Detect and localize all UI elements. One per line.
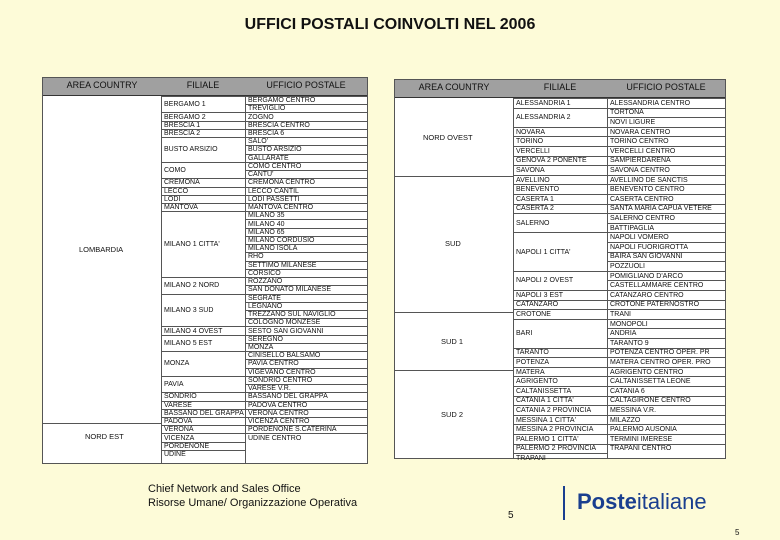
ufficio-cell: TREZZANO SUL NAVIGLIO — [246, 310, 367, 318]
ufficio-cell: MONZA — [246, 343, 367, 351]
left-table-header — [43, 78, 367, 96]
ufficio-cell: TRANI — [608, 309, 725, 319]
filiale-cell: PALERMO 1 CITTA' — [514, 434, 607, 444]
filiale-cell: TARANTO — [514, 348, 607, 358]
ufficio-cell: PAVIA CENTRO — [246, 359, 367, 367]
ufficio-cell: BRESCIA CENTRO — [246, 121, 367, 129]
area-divider — [395, 370, 513, 371]
ufficio-cell: AGRIGENTO CENTRO — [608, 367, 725, 377]
ufficio-cell: CALTANISSETTA LEONE — [608, 376, 725, 386]
filiale-cell: BRESCIA 2 — [162, 129, 245, 137]
area-sud-2: SUD 2 — [441, 410, 464, 419]
filiale-cell: PAVIA — [162, 376, 245, 392]
filiale-cell: SAVONA — [514, 165, 607, 175]
ufficio-cell: SAN DONATO MILANESE — [246, 285, 367, 293]
filiale-cell: MILANO 5 EST — [162, 335, 245, 351]
ufficio-cell: CINISELLO BALSAMO — [246, 351, 367, 359]
filiale-cell: CATANIA 1 CITTA' — [514, 396, 607, 406]
filiale-cell: VICENZA — [162, 433, 245, 441]
filiale-cell: CATANZARO — [514, 300, 607, 310]
left-table — [42, 77, 368, 464]
ufficio-cell: MILAZZO — [608, 415, 725, 425]
ufficio-cell: CASTELLAMMARE CENTRO — [608, 280, 725, 290]
area-lombardia: LOMBARDIA — [79, 245, 124, 254]
ufficio-cell: ANDRIA — [608, 328, 725, 338]
page-number-corner: 5 — [735, 528, 740, 537]
filiale-cell: BASSANO DEL GRAPPA — [164, 409, 244, 417]
filiale-cell: TORINO — [514, 136, 607, 146]
ufficio-cell: SEGRATE — [246, 294, 367, 302]
ufficio-cell: CATANIA 6 — [608, 386, 725, 396]
ufficio-cell: NAPOLI VOMERO — [608, 232, 725, 242]
header-area-country: AREA COUNTRY — [418, 82, 490, 92]
ufficio-cell: POTENZA CENTRO OPER. PR — [608, 348, 725, 358]
filiale-cell: UDINE — [162, 450, 245, 458]
ufficio-cell: POMIGLIANO D'ARCO — [608, 271, 725, 281]
ufficio-cell: TERMINI IMERESE — [608, 434, 725, 444]
filiale-cell: BRESCIA 1 — [162, 121, 245, 129]
filiale-cell: CROTONE — [514, 309, 607, 319]
logo-bar — [563, 486, 565, 520]
ufficio-cell: NOVARA CENTRO — [608, 127, 725, 137]
filiale-cell: ALESSANDRIA 1 — [514, 98, 607, 108]
ufficio-cell: SETTIMO MILANESE — [246, 261, 367, 269]
filiale-cell: MONZA — [162, 351, 245, 376]
ufficio-cell: MILANO CORDUSIO — [246, 236, 367, 244]
header-ufficio-postale: UFFICIO POSTALE — [266, 80, 346, 90]
filiale-cell: BUSTO ARSIZIO — [162, 137, 245, 162]
filiale-cell: MILANO 4 OVEST — [162, 326, 245, 334]
filiale-cell: BERGAMO 2 — [162, 112, 245, 120]
ufficio-cell: CREMONA CENTRO — [246, 178, 367, 186]
ufficio-cell: BATTIPAGLIA — [608, 223, 725, 233]
filiale-cell: NAPOLI 2 OVEST — [514, 271, 607, 290]
logo-text — [577, 489, 707, 515]
filiale-cell: ALESSANDRIA 2 — [514, 108, 607, 127]
filiale-cell: MESSINA 2 PROVINCIA — [514, 424, 607, 434]
footer — [148, 482, 357, 510]
ufficio-cell: MESSINA V.R. — [608, 405, 725, 415]
filiale-cell: MILANO 2 NORD — [162, 277, 245, 293]
ufficio-cell: LEGNANO — [246, 302, 367, 310]
filiale-cell: LODI — [162, 195, 245, 203]
filiale-cell: AVELLINO — [514, 175, 607, 185]
ufficio-cell: MANTOVA CENTRO — [246, 203, 367, 211]
header-area-country: AREA COUNTRY — [66, 80, 138, 90]
ufficio-cell: UDINE CENTRO — [246, 433, 367, 441]
ufficio-cell: CROTONE PATERNOSTRO — [608, 300, 725, 310]
ufficio-cell: SAMPIERDARENA — [608, 156, 725, 166]
filiale-cell: POTENZA — [514, 357, 607, 367]
area-sud: SUD — [445, 239, 461, 248]
footer-line-2: Risorse Umane/ Organizzazione Operativa — [148, 497, 358, 509]
filiale-cell: MILANO 1 CITTA' — [162, 211, 245, 277]
filiale-cell: NAPOLI 1 CITTA' — [514, 232, 607, 270]
ufficio-cell: ZOGNO — [246, 112, 367, 120]
filiale-cell: MILANO 3 SUD — [162, 294, 245, 327]
logo-bold: Poste — [577, 489, 637, 514]
filiale-cell: COMO — [162, 162, 245, 178]
logo-regular: italiane — [636, 489, 707, 514]
right-table — [394, 79, 726, 462]
ufficio-cell: VERONA CENTRO — [246, 409, 367, 417]
filiale-cell: CREMONA — [162, 178, 245, 186]
ufficio-cell: PADOVA CENTRO — [246, 401, 367, 409]
ufficio-cell: PALERMO AUSONIA — [608, 424, 725, 434]
filiale-cell: SALERNO — [514, 213, 607, 232]
ufficio-cell: SANTA MARIA CAPUA VETERE — [608, 204, 725, 214]
filiale-cell: VERONA — [162, 425, 245, 433]
ufficio-cell: VARESE V.R. — [246, 384, 367, 392]
right-filiale-column — [514, 98, 607, 462]
ufficio-cell: TARANTO 9 — [608, 338, 725, 348]
ufficio-cell: TRAPANI CENTRO — [608, 444, 725, 454]
ufficio-cell: NAPOLI FUORIGROTTA — [608, 242, 725, 252]
filiale-cell: MATERA — [514, 367, 607, 377]
filiale-cell: CASERTA 1 — [514, 194, 607, 204]
filiale-cell: GENOVA 2 PONENTE — [514, 156, 607, 166]
ufficio-cell: MILANO 40 — [246, 219, 367, 227]
ufficio-cell: COMO CENTRO — [246, 162, 367, 170]
ufficio-cell: NOVI LIGURE — [608, 117, 725, 127]
ufficio-cell: LECCO CANTIL — [246, 187, 367, 195]
ufficio-cell: VIGEVANO CENTRO — [246, 368, 367, 376]
ufficio-cell: CALTAGIRONE CENTRO — [608, 396, 725, 406]
filiale-cell: VERCELLI — [514, 146, 607, 156]
area-divider — [395, 176, 513, 177]
ufficio-cell: VERCELLI CENTRO — [608, 146, 725, 156]
posteitaliane-logo — [563, 486, 763, 522]
ufficio-cell: CATANZARO CENTRO — [608, 290, 725, 300]
filiale-cell: BERGAMO 1 — [162, 96, 245, 112]
ufficio-cell: SONDRIO CENTRO — [246, 376, 367, 384]
page-number: 5 — [508, 510, 514, 521]
ufficio-cell: TREVIGLIO — [246, 104, 367, 112]
ufficio-cell: ALESSANDRIA CENTRO — [608, 98, 725, 108]
ufficio-cell: ROZZANO — [246, 277, 367, 285]
ufficio-cell: PORDENONE S.CATERINA — [246, 425, 367, 433]
ufficio-cell: POZZUOLI — [608, 261, 725, 271]
ufficio-cell: MATERA CENTRO OPER. PRO — [608, 357, 725, 367]
ufficio-cell: CANTU' — [246, 170, 367, 178]
filiale-cell: MESSINA 1 CITTA' — [514, 415, 607, 425]
ufficio-cell: TORTONA — [608, 108, 725, 118]
ufficio-cell: SALERNO CENTRO — [608, 213, 725, 223]
ufficio-cell: GALLARATE — [246, 154, 367, 162]
ufficio-cell: CASERTA CENTRO — [608, 194, 725, 204]
header-ufficio-postale: UFFICIO POSTALE — [626, 82, 706, 92]
ufficio-cell: BERGAMO CENTRO — [246, 96, 367, 104]
ufficio-cell: SEREGNO — [246, 335, 367, 343]
filiale-cell: PADOVA — [162, 417, 245, 425]
header-filiale: FILIALE — [543, 82, 577, 92]
ufficio-cell: MONOPOLI — [608, 319, 725, 329]
ufficio-cell: CORSICO — [246, 269, 367, 277]
filiale-cell: BARI — [514, 319, 607, 348]
filiale-cell: VARESE — [162, 401, 245, 409]
filiale-cell: AGRIGENTO — [514, 376, 607, 386]
ufficio-cell: COLOGNO MONZESE — [246, 318, 367, 326]
ufficio-cell: SESTO SAN GIOVANNI — [246, 326, 367, 334]
header-filiale: FILIALE — [186, 80, 220, 90]
ufficio-cell: BENEVENTO CENTRO — [608, 184, 725, 194]
area-divider — [43, 423, 161, 424]
filiale-cell: BENEVENTO — [514, 184, 607, 194]
left-ufficio-column — [246, 96, 367, 463]
ufficio-cell: SAVONA CENTRO — [608, 165, 725, 175]
footer-line-1: Chief Network and Sales Office — [148, 483, 301, 495]
area-divider — [395, 312, 513, 313]
ufficio-cell: MILANO ISOLA — [246, 244, 367, 252]
left-filiale-column — [162, 96, 245, 463]
filiale-cell: NAPOLI 3 EST — [514, 290, 607, 300]
filiale-cell: NOVARA — [514, 127, 607, 137]
area-nord-ovest: NORD OVEST — [423, 133, 473, 142]
ufficio-cell: BUSTO ARSIZIO — [246, 145, 367, 153]
filiale-cell: LECCO — [162, 187, 245, 195]
ufficio-cell: BRESCIA 6 — [246, 129, 367, 137]
filiale-cell: CATANIA 2 PROVINCIA — [514, 405, 607, 415]
ufficio-cell: MILANO 35 — [246, 211, 367, 219]
ufficio-cell: BASSANO DEL GRAPPA — [246, 392, 367, 400]
filiale-cell: PALERMO 2 PROVINCIA — [514, 444, 607, 454]
right-table-header — [395, 80, 725, 98]
filiale-cell: SONDRIO — [162, 392, 245, 400]
area-nord-est: NORD EST — [85, 432, 124, 441]
filiale-cell: MANTOVA — [162, 203, 245, 211]
filiale-cell: CASERTA 2 — [514, 204, 607, 214]
area-sud-1: SUD 1 — [441, 337, 464, 346]
page-title: UFFICI POSTALI COINVOLTI NEL 2006 — [244, 16, 536, 33]
ufficio-cell: VICENZA CENTRO — [246, 417, 367, 425]
ufficio-cell: LODI PASSETTI — [246, 195, 367, 203]
filiale-cell: PORDENONE — [162, 442, 245, 450]
filiale-cell: TRAPANI — [514, 453, 607, 463]
ufficio-cell: TORINO CENTRO — [608, 136, 725, 146]
ufficio-cell: SALO' — [246, 137, 367, 145]
ufficio-cell: RHO — [246, 252, 367, 260]
filiale-cell: CALTANISSETTA — [514, 386, 607, 396]
ufficio-cell: MILANO 65 — [246, 228, 367, 236]
ufficio-cell: AVELLINO DE SANCTIS — [608, 175, 725, 185]
ufficio-cell: BAIRA SAN GIOVANNI — [608, 252, 725, 262]
right-ufficio-column — [608, 98, 725, 458]
